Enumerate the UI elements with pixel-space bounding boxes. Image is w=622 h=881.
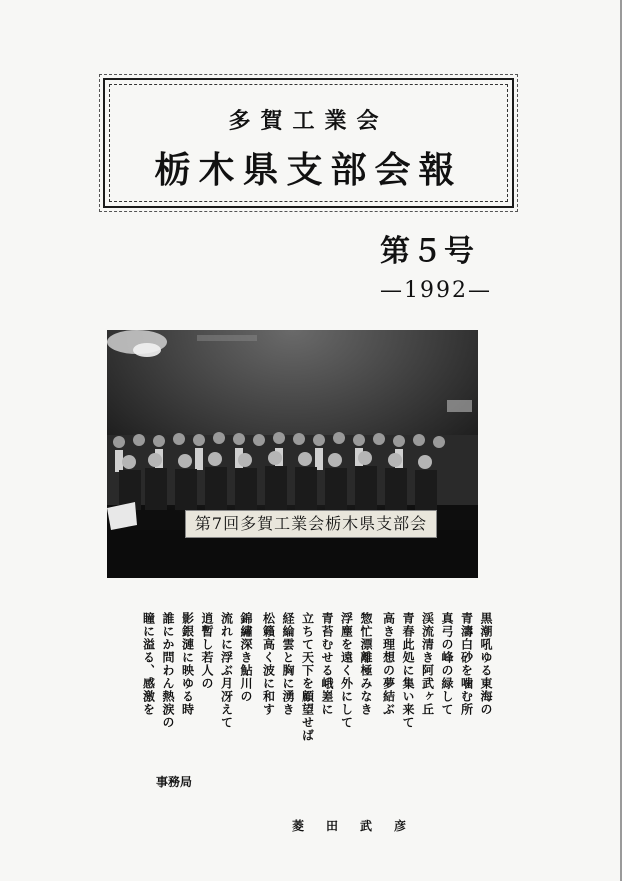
poem-verse-2 (258, 612, 375, 742)
newsletter-title: 栃木県支部会報 (154, 150, 463, 191)
poem-line: 錦繡深き鮎川の (239, 612, 253, 703)
poem-line: 松籟高く波に和す (261, 612, 276, 716)
poem-line: 渓流清き阿武ヶ丘 (420, 612, 435, 716)
poem-line: 真弓の峰の緑して (440, 612, 454, 716)
poem-verse-1 (378, 612, 495, 729)
organization-name: 多賀工業会 (228, 109, 389, 134)
poem-line: 瞳に溢る、感激を (141, 612, 156, 716)
poem-line: 青苔むせる峨嵳に (320, 612, 334, 716)
poem-line: 経綸雲と胸に湧き (281, 612, 295, 716)
poem-verse-3 (138, 612, 255, 729)
office-label: 事務局 (156, 775, 193, 789)
group-photo-image (107, 330, 478, 578)
poem-line: 流れに浮ぶ月冴えて (219, 612, 234, 729)
group-photo (107, 330, 478, 578)
poem-line: 浮塵を遠く外にして (339, 612, 354, 729)
poem-line: 高き理想の夢結ぶ (381, 612, 396, 716)
author-name: 菱田武彦 (292, 819, 429, 833)
poem-line: 逍暫し若人の (200, 612, 214, 690)
title-box (103, 78, 514, 208)
poem-line: 立ちて天下を顧望せば (300, 612, 315, 742)
issue-year: —1992— (380, 278, 492, 303)
poem-line: 青春此処に集い来て (401, 612, 415, 729)
issue-number: 第５号 (380, 234, 476, 269)
poem-line: 黒潮吼ゆる東海の (479, 612, 493, 716)
poem-line: 誰にか問わん熱涙の (161, 612, 175, 729)
poem-line: 青濤白砂を噛む所 (459, 612, 474, 716)
poem-line: 影銀漣に映ゆる時 (180, 612, 195, 716)
poem-line: 惣忙漂離極みなき (359, 612, 373, 716)
photo-banner: 第7回多賀工業会栃木県支部会 (185, 510, 437, 538)
